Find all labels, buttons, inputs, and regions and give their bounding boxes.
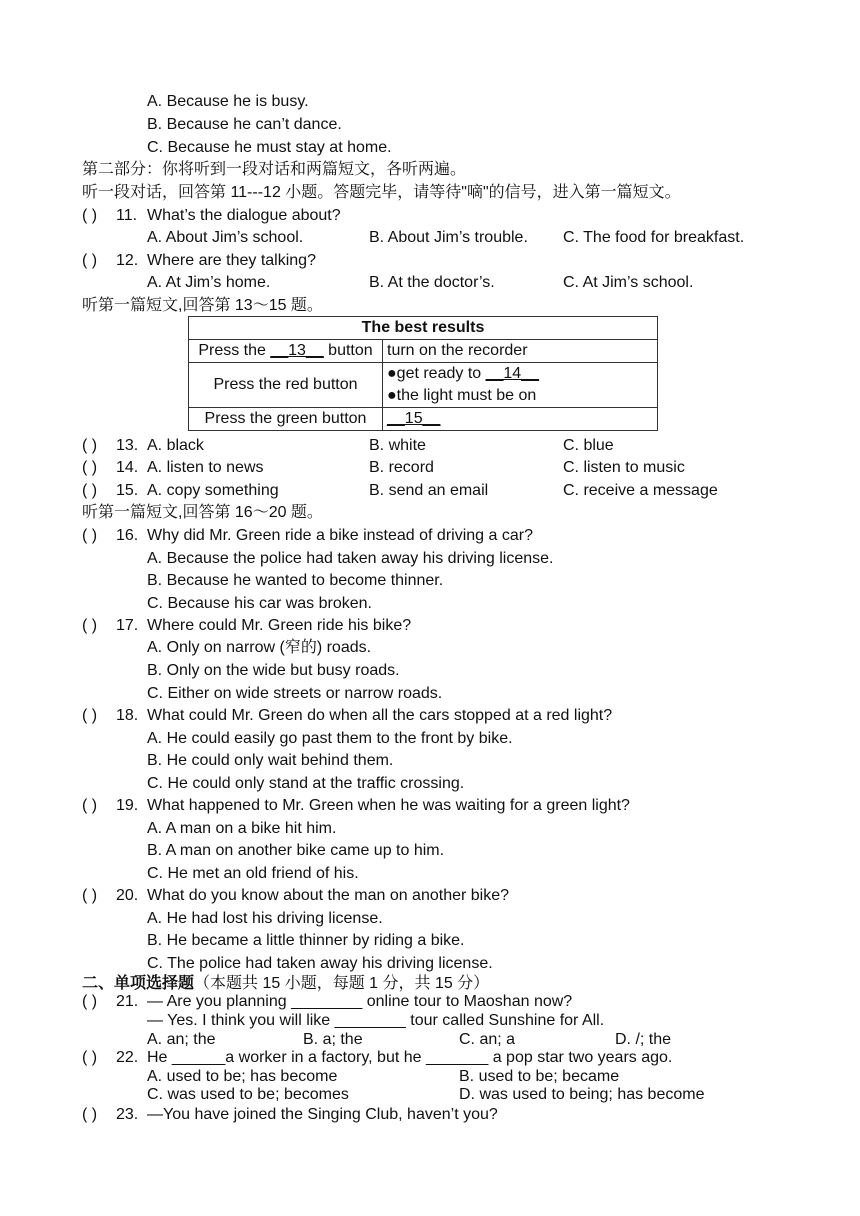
option-b: B. At the doctor’s. — [369, 274, 495, 291]
table-cell: Press the red button — [189, 363, 383, 408]
blank-15: __15__ — [387, 410, 441, 427]
table-cell: Press the green button — [189, 408, 383, 431]
option-a: A. He could easily go past them to the front by bike. — [147, 730, 513, 747]
option-c: C. listen to music — [563, 459, 685, 476]
option-c: C. was used to be; becomes — [147, 1086, 349, 1103]
option-c: C. receive a message — [563, 482, 718, 499]
question-number: 22. — [116, 1049, 139, 1066]
question-text: Where are they talking? — [147, 252, 316, 269]
answer-bracket: ( ) — [82, 887, 98, 904]
option-a: A. About Jim’s school. — [147, 229, 304, 246]
table-cell — [189, 340, 383, 363]
question-text: Where could Mr. Green ride his bike? — [147, 617, 412, 634]
section2-title: 二、单项选择题 — [82, 975, 195, 992]
table-cell — [383, 408, 658, 431]
option-a: A. Because the police had taken away his driving license. — [147, 550, 554, 567]
option-b: B. used to be; became — [459, 1068, 620, 1085]
question-number: 20. — [116, 887, 139, 904]
cell-text: ●get ready to — [387, 365, 486, 382]
option-a: A. listen to news — [147, 459, 264, 476]
option-b: B. A man on another bike came up to him. — [147, 842, 445, 859]
table-cell — [383, 363, 658, 408]
question-text: What happened to Mr. Green when he was waiting for a green light? — [147, 797, 630, 814]
option-a: A. He had lost his driving license. — [147, 910, 383, 927]
question-number: 11. — [116, 207, 138, 224]
passage2-intro: 听第一篇短文,回答第 16～20 题。 — [82, 504, 323, 521]
question-text: What could Mr. Green do when all the cars stopped at a red light? — [147, 707, 613, 724]
answer-bracket: ( ) — [82, 437, 98, 454]
option-b: B. Only on the wide but busy roads. — [147, 662, 400, 679]
question-number: 19. — [116, 797, 139, 814]
section2-heading — [82, 974, 489, 994]
answer-bracket: ( ) — [82, 993, 98, 1010]
q10-option-c: C. Because he must stay at home. — [147, 139, 392, 156]
option-a: A. Only on narrow (窄的) roads. — [147, 639, 372, 656]
option-b: B. record — [369, 459, 434, 476]
question-number: 13. — [116, 437, 139, 454]
question-text: What do you know about the man on another bike? — [147, 887, 510, 904]
question-text: — Yes. I think you will like ________ tour called Sunshine for All. — [147, 1012, 605, 1029]
table-title: The best results — [189, 317, 658, 340]
blank-13: __13__ — [270, 342, 324, 359]
option-c: C. He met an old friend of his. — [147, 865, 359, 882]
option-b: B. Because he wanted to become thinner. — [147, 572, 444, 589]
question-number: 18. — [116, 707, 139, 724]
option-c: C. Because his car was broken. — [147, 595, 372, 612]
option-d: D. /; the — [615, 1031, 672, 1048]
answer-bracket: ( ) — [82, 482, 98, 499]
dialogue-intro: 听一段对话，回答第 11---12 小题。答题完毕，请等待"嘀"的信号，进入第一篇短文。 — [82, 184, 681, 201]
option-b: B. a; the — [303, 1031, 363, 1048]
option-b: B. white — [369, 437, 426, 454]
cell-text: Press the — [198, 342, 271, 359]
question-text: What’s the dialogue about? — [147, 207, 341, 224]
option-c: C. blue — [563, 437, 614, 454]
option-d: D. was used to being; has become — [459, 1086, 705, 1103]
question-number: 17. — [116, 617, 139, 634]
part2-intro: 第二部分：你将听到一段对话和两篇短文，各听两遍。 — [82, 161, 467, 178]
answer-bracket: ( ) — [82, 527, 98, 544]
question-number: 16. — [116, 527, 139, 544]
section2-note: （本题共 15 小题，每题 1 分，共 15 分） — [194, 975, 490, 992]
answer-bracket: ( ) — [82, 207, 98, 224]
passage1-intro: 听第一篇短文,回答第 13～15 题。 — [82, 297, 323, 314]
option-c: C. At Jim’s school. — [563, 274, 694, 291]
answer-bracket: ( ) — [82, 252, 98, 269]
option-c: C. The police had taken away his driving license. — [147, 955, 493, 972]
q10-option-a: A. Because he is busy. — [147, 93, 309, 110]
cell-text: button — [323, 342, 373, 359]
option-a: A. an; the — [147, 1031, 216, 1048]
question-text: He ______a worker in a factory, but he _______ a pop star two years ago. — [147, 1049, 673, 1066]
question-text: Why did Mr. Green ride a bike instead of driving a car? — [147, 527, 533, 544]
answer-bracket: ( ) — [82, 617, 98, 634]
question-number: 21. — [116, 993, 139, 1010]
option-b: B. He could only wait behind them. — [147, 752, 394, 769]
option-a: A. copy something — [147, 482, 279, 499]
blank-14: __14__ — [485, 365, 539, 382]
question-number: 23. — [116, 1106, 139, 1123]
answer-bracket: ( ) — [82, 1049, 98, 1066]
option-a: A. used to be; has become — [147, 1068, 338, 1085]
option-c: C. He could only stand at the traffic crossing. — [147, 775, 465, 792]
table-cell: turn on the recorder — [383, 340, 658, 363]
question-text: —You have joined the Singing Club, haven’t you? — [147, 1106, 498, 1123]
answer-bracket: ( ) — [82, 459, 98, 476]
question-number: 15. — [116, 482, 139, 499]
question-number: 14. — [116, 459, 139, 476]
option-c: C. The food for breakfast. — [563, 229, 745, 246]
option-c: C. an; a — [459, 1031, 516, 1048]
question-number: 12. — [116, 252, 139, 269]
option-a: A. A man on a bike hit him. — [147, 820, 337, 837]
answer-bracket: ( ) — [82, 1106, 98, 1123]
best-results-table — [188, 316, 658, 431]
answer-bracket: ( ) — [82, 707, 98, 724]
option-a: A. At Jim’s home. — [147, 274, 271, 291]
option-a: A. black — [147, 437, 204, 454]
option-b: B. He became a little thinner by riding a bike. — [147, 932, 465, 949]
q10-option-b: B. Because he can’t dance. — [147, 116, 342, 133]
option-b: B. send an email — [369, 482, 489, 499]
cell-text: ●the light must be on — [387, 387, 537, 404]
option-b: B. About Jim’s trouble. — [369, 229, 528, 246]
answer-bracket: ( ) — [82, 797, 98, 814]
option-c: C. Either on wide streets or narrow roads. — [147, 685, 443, 702]
question-text: — Are you planning ________ online tour to Maoshan now? — [147, 993, 573, 1010]
